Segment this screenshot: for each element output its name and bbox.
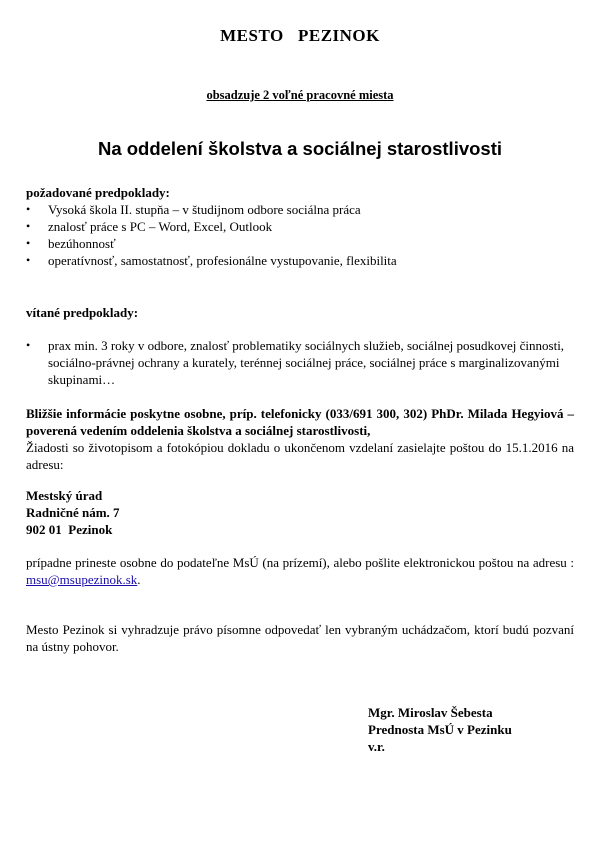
bullet-icon: •: [26, 219, 31, 233]
signature-vr: v.r.: [368, 739, 385, 754]
note-suffix: .: [137, 572, 141, 587]
welcome-section: [26, 304, 574, 388]
welcome-text: prax min. 3 roky v odbore, znalosť problematiky sociálnych služieb, sociálnej posudkovej činnosti, sociálno-právnej ochrany a kurately, terénnej sociálnej práce, sociálnej práce s marginalizovanými skupinami…: [48, 338, 565, 387]
list-item: [26, 235, 574, 252]
signature-block: [368, 704, 512, 755]
page-subtitle: obsadzuje 2 voľné pracovné miesta: [206, 88, 394, 102]
address-block: [26, 487, 574, 538]
note-section: [26, 554, 574, 588]
list-item: [26, 218, 574, 235]
requirements-label: požadované predpoklady:: [26, 185, 170, 200]
requirement-text: bezúhonnosť: [48, 236, 116, 251]
address-line-2: Radničné nám. 7: [26, 505, 120, 520]
welcome-list: [26, 337, 574, 388]
bullet-icon: •: [26, 338, 31, 352]
bullet-icon: •: [26, 202, 31, 216]
welcome-label: vítané predpoklady:: [26, 305, 139, 320]
info-section: [26, 405, 574, 473]
email-link[interactable]: msu@msupezinok.sk: [26, 572, 138, 587]
application-info: Žiadosti so životopisom a fotokópiou dokladu o ukončenom vzdelaní zasielajte poštou do 15.1.2016 na adresu:: [26, 440, 574, 472]
page-title: MESTO PEZINOK: [220, 26, 380, 45]
note-text: prípadne prineste osobne do podateľne MsÚ (na prízemí), alebo pošlite elektronickou poštou na adresu :: [26, 555, 574, 570]
requirement-text: znalosť práce s PC – Word, Excel, Outlook: [48, 219, 273, 234]
address-line-1: Mestský úrad: [26, 488, 103, 503]
list-item: [26, 201, 574, 218]
bullet-icon: •: [26, 253, 31, 267]
reserve-section: Mesto Pezinok si vyhradzuje právo písomne odpovedať len vybraným uchádzačom, ktorí budú pozvaní na ústny pohovor.: [26, 622, 574, 654]
requirement-text: Vysoká škola II. stupňa – v študijnom odbore sociálna práca: [48, 202, 361, 217]
department-heading: Na oddelení školstva a sociálnej starostlivosti: [97, 138, 503, 159]
bullet-icon: •: [26, 236, 31, 250]
list-item: [26, 337, 574, 388]
requirement-text: operatívnosť, samostatnosť, profesionálne vystupovanie, flexibilita: [48, 253, 397, 268]
contact-info: Bližšie informácie poskytne osobne, príp. telefonicky (033/691 300, 302) PhDr. Milada Hegyiová – poverená vedením oddelenia školstva a sociálnej starostlivosti,: [26, 406, 574, 438]
signature-role: Prednosta MsÚ v Pezinku: [368, 722, 512, 737]
signature-name: Mgr. Miroslav Šebesta: [368, 705, 493, 720]
requirements-list: [26, 201, 574, 269]
list-item: [26, 252, 574, 269]
requirements-section: [26, 184, 574, 269]
address-line-3: 902 01 Pezinok: [26, 522, 113, 537]
